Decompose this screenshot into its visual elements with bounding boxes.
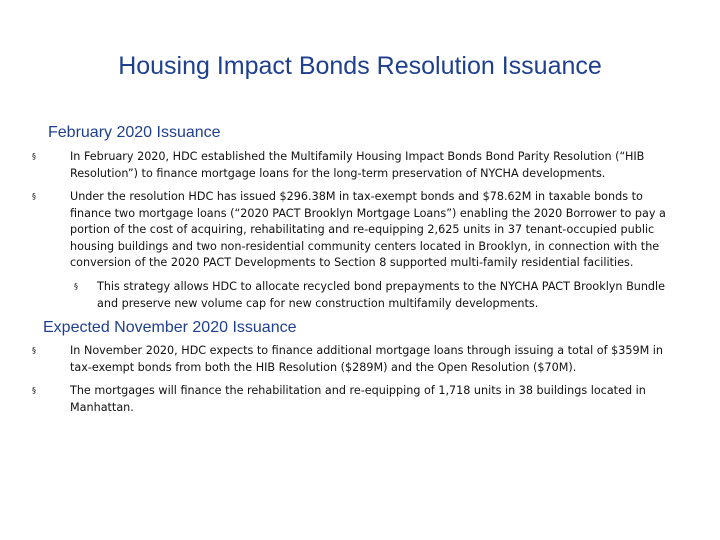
bullet-marker: §	[32, 386, 36, 395]
bullet-marker: §	[32, 152, 36, 161]
bullet-text: In February 2020, HDC established the Multifamily Housing Impact Bonds Bond Parity Resolution (“HIB Resolution”) to finance mortgage loans for the long-term preservation of NYCHA developments.	[70, 150, 645, 180]
bullet-text: Under the resolution HDC has issued $296.38M in tax-exempt bonds and $78.62M in taxable bonds to finance two mortgage loans (“2020 PACT Brooklyn Mortgage Loans”) enabling the 2020 Borrower to pay a portion of the cost of acquiring, rehabilitating and re-equipping 2,625 units in 37 tenant-occupied public housing buildings and two non-residential community centers located in Brooklyn, in connection with the conversion of the 2020 PACT Developments to Section 8 supported multi-family residential facilities.	[70, 190, 666, 270]
sub-bullet-feb-1	[74, 279, 684, 312]
bullet-marker: §	[32, 346, 36, 355]
bullet-feb-1	[32, 149, 672, 182]
section-heading-february: February 2020 Issuance	[48, 124, 221, 141]
slide-title: Housing Impact Bonds Resolution Issuance	[118, 52, 602, 80]
bullet-marker: §	[32, 192, 36, 201]
bullet-nov-1	[32, 343, 676, 376]
bullet-nov-2	[32, 383, 676, 416]
bullet-marker: §	[74, 282, 78, 291]
bullet-text: In November 2020, HDC expects to finance additional mortgage loans through issuing a total of $359M in tax-exempt bonds from both the HIB Resolution ($289M) and the Open Resolution ($70M).	[70, 344, 663, 374]
section-heading-november: Expected November 2020 Issuance	[43, 319, 297, 336]
bullet-text: This strategy allows HDC to allocate recycled bond prepayments to the NYCHA PACT Brooklyn Bundle and preserve new volume cap for new construction multifamily developments.	[97, 280, 666, 310]
bullet-text: The mortgages will finance the rehabilitation and re-equipping of 1,718 units in 38 buildings located in Manhattan.	[70, 384, 646, 414]
bullet-feb-2	[32, 189, 676, 272]
